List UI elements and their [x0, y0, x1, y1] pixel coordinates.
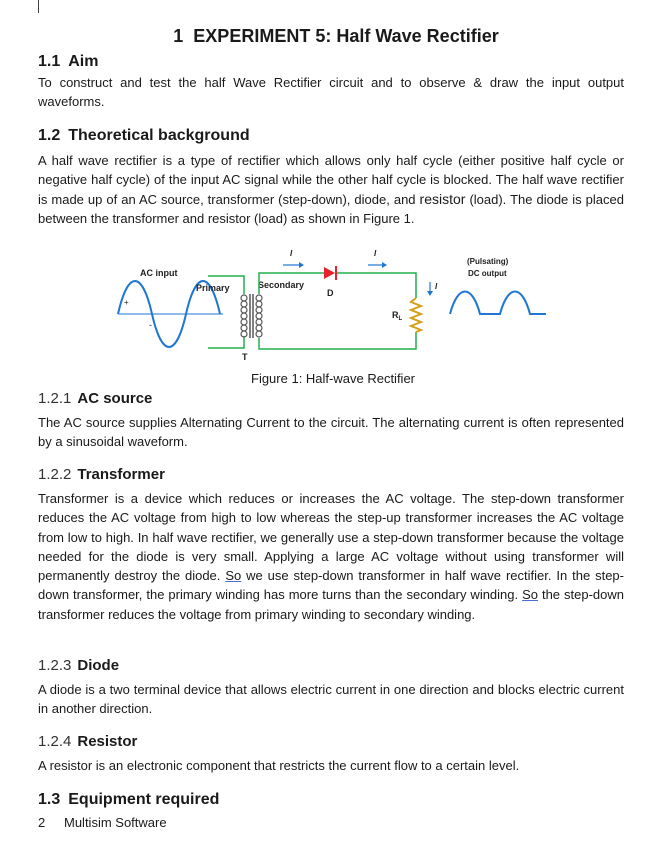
plus-sign: + — [124, 298, 129, 307]
ac-source-heading-text: AC source — [77, 390, 153, 407]
resistor-heading — [38, 733, 137, 750]
primary-label: Primary — [196, 283, 230, 293]
theory-text-a: A half wave rectifier is a type of rectifier which allows only half cycle (either positive half cycle or negative half cycle) of the input AC signal while the other half cycle is blocked. The half wave rectifier is made up of an AC source, transformer (step-down), diode, and — [38, 153, 624, 207]
primary-coil — [241, 295, 247, 337]
equipment-list-item — [38, 815, 167, 830]
theory-text — [38, 151, 624, 228]
secondary-bottom-wire — [259, 332, 416, 349]
output-waveform — [450, 292, 546, 315]
ac-source-text: The AC source supplies Alternating Current to the circuit. The alternating current is often represented by a sinusoidal waveform. — [38, 415, 624, 450]
ac-source-heading-number: 1.2.1 — [38, 390, 72, 407]
transformer-heading-number: 1.2.2 — [38, 466, 72, 483]
current-arrow-2-head — [382, 262, 387, 268]
figure-caption-text: Figure 1: Half-wave Rectifier — [251, 371, 415, 386]
equipment-item-text: Multisim Software — [64, 815, 167, 830]
minus-sign: - — [149, 320, 152, 330]
equipment-heading-number: 1.3 — [38, 791, 61, 808]
theory-text-b: (load). The diode is placed between the transformer and resistor (load) as shown in Figure 1. — [38, 191, 624, 226]
equipment-heading-text: Equipment required — [68, 791, 220, 808]
diode-heading-text: Diode — [77, 657, 120, 674]
aim-heading-text: Aim — [68, 53, 99, 70]
resistor-label-r: R — [392, 310, 399, 320]
resistor-text: A resistor is an electronic component that restricts the current flow to a certain level. — [38, 758, 520, 773]
equipment-item-number: 2 — [38, 815, 46, 830]
theory-heading-text: Theoretical background — [68, 127, 250, 144]
secondary-top-wire-right — [336, 273, 416, 298]
diode-text: A diode is a two terminal device that allows electric current in one direction and blocks electric current in another direction. — [38, 682, 624, 717]
diode-symbol — [324, 267, 335, 279]
page-title — [0, 26, 672, 47]
diode-heading — [38, 657, 119, 674]
current-arrow-1-head — [299, 262, 304, 268]
transformer-label: T — [242, 352, 248, 362]
resistor-heading-number: 1.2.4 — [38, 733, 72, 750]
transformer-so-2: So — [522, 587, 538, 603]
transformer-text — [38, 489, 624, 624]
transformer-heading-text: Transformer — [77, 466, 165, 483]
aim-text: To construct and test the half Wave Rectifier circuit and to observe & draw the input output waveforms. — [38, 75, 624, 110]
output-label-line1: (Pulsating) — [467, 257, 509, 266]
title-text: EXPERIMENT 5: Half Wave Rectifier — [193, 26, 499, 46]
theory-heading — [38, 127, 250, 145]
theory-heading-number: 1.2 — [38, 127, 61, 144]
output-label-line2: DC output — [468, 269, 507, 278]
transformer-text-c: the step-down transformer reduces the voltage from primary winding to secondary winding. — [38, 587, 624, 622]
secondary-coil — [256, 295, 262, 337]
theory-text-resistor: resistor — [419, 190, 466, 207]
aim-heading — [38, 53, 98, 71]
text-cursor — [38, 0, 39, 13]
transformer-so-1: So — [225, 568, 242, 584]
half-wave-rectifier-figure — [100, 248, 560, 368]
transformer-text-a: Transformer is a device which reduces or increases the AC voltage. The step-down transformer reduces the AC voltage from high to low whereas the step-up transformer increases the AC voltage from low to high. In half wave rectifier, we generally use a step-down transformer because the voltage needed for the diode is very small. Applying a large AC voltage without using transformer will permanently destroy the diode. — [38, 491, 624, 584]
ac-source-heading — [38, 390, 152, 407]
figure-caption — [0, 371, 672, 386]
title-number: 1 — [173, 26, 184, 46]
secondary-label: Secondary — [258, 280, 305, 290]
current-label-2: I — [374, 249, 377, 258]
transformer-text-b: we use step-down transformer in half wave rectifier. In the step-down transformer, the primary winding has more turns than the secondary winding. — [38, 568, 624, 603]
resistor-label — [392, 310, 403, 322]
diode-heading-number: 1.2.3 — [38, 657, 72, 674]
resistor-label-sub: L — [398, 316, 403, 322]
equipment-heading — [38, 791, 219, 809]
ac-input-label: AC input — [140, 268, 178, 278]
current-arrow-3-head — [427, 291, 433, 296]
primary-bottom-wire — [208, 336, 244, 348]
resistor-heading-text: Resistor — [77, 733, 138, 750]
current-label-1: I — [290, 249, 293, 258]
resistor-symbol — [411, 298, 421, 332]
aim-heading-number: 1.1 — [38, 53, 61, 70]
diode-label: D — [327, 288, 334, 298]
transformer-heading — [38, 466, 165, 483]
current-label-3: I — [435, 282, 438, 291]
